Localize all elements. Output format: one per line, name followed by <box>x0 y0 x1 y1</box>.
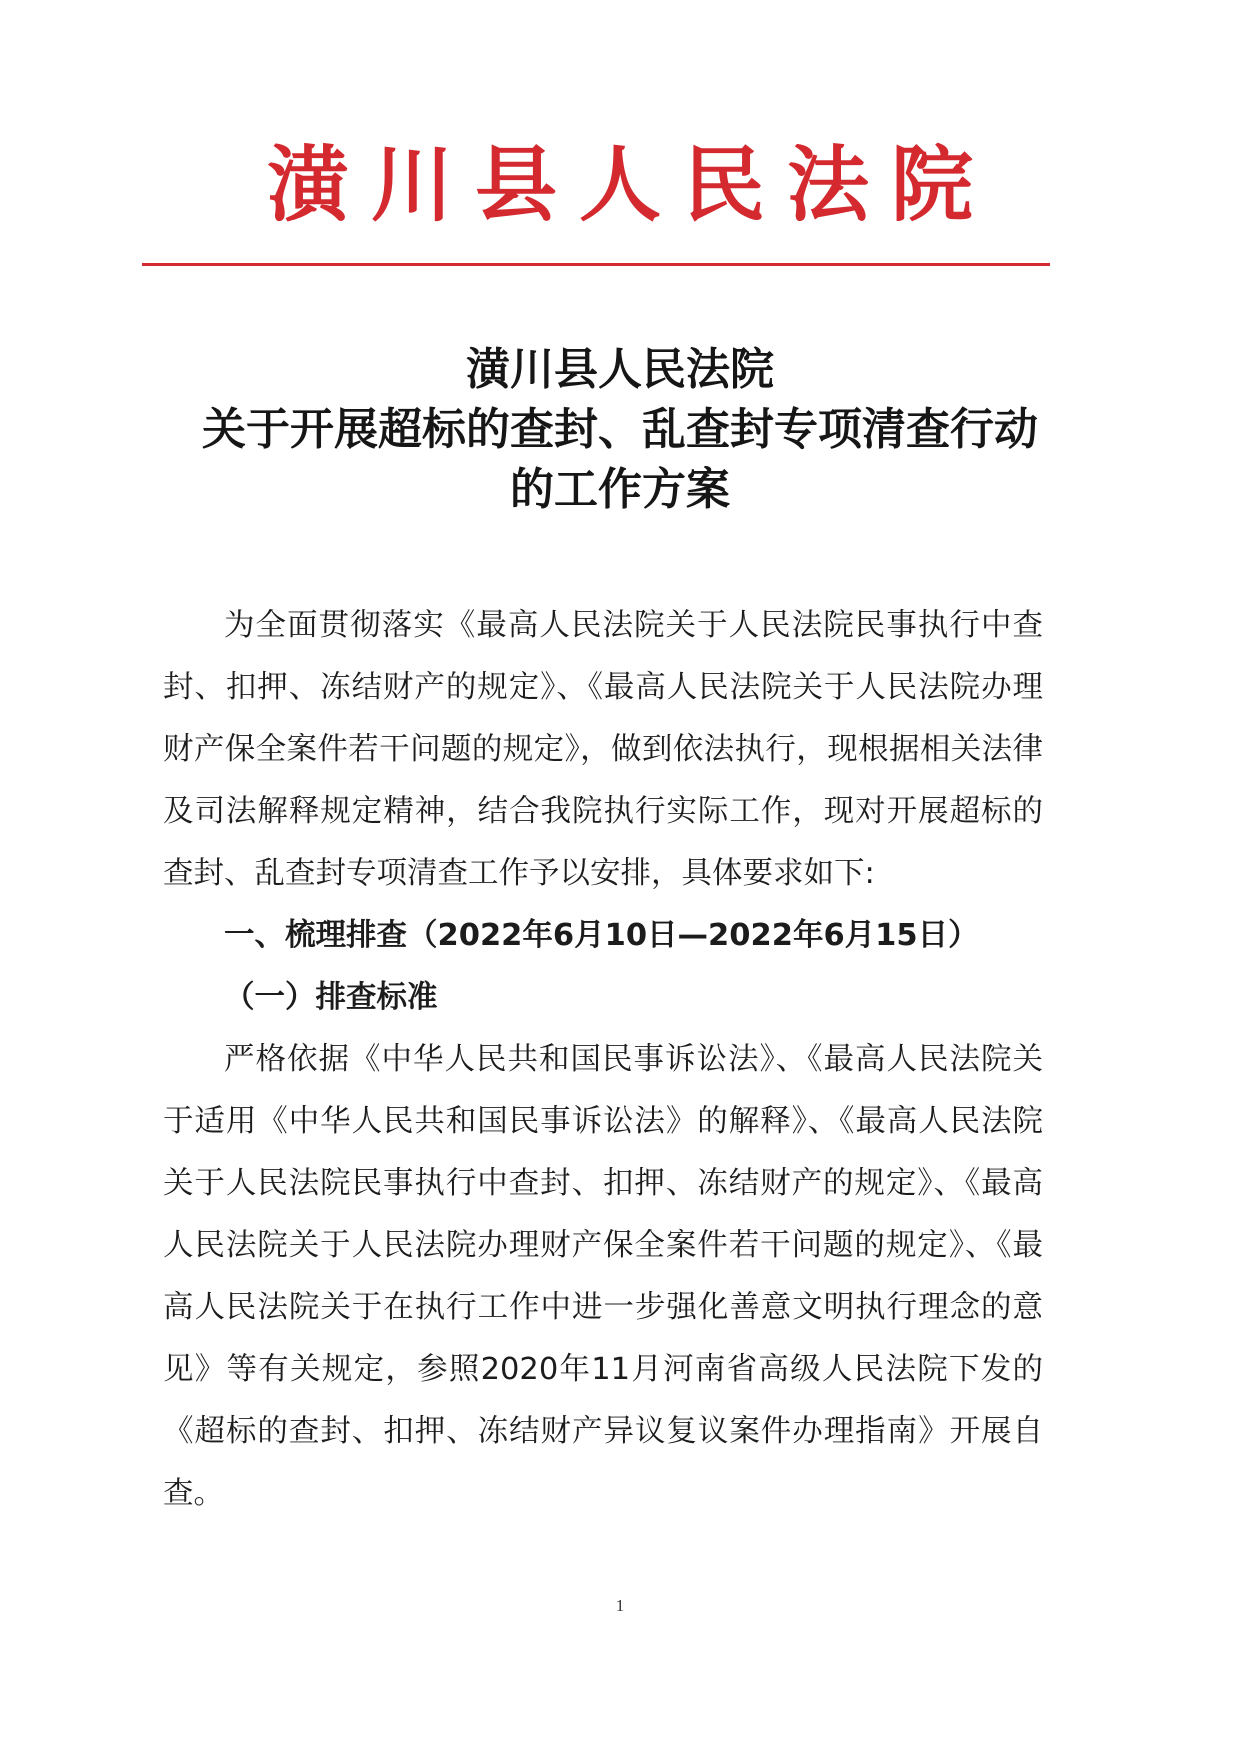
section-1-heading: 一、梳理排查（2022年6月10日—2022年6月15日） <box>224 918 979 953</box>
letterhead-org-name: 潢川县人民法院 <box>266 137 995 233</box>
page-number: 1 <box>615 1596 625 1615</box>
title-line-2: 关于开展超标的查封、乱查封专项清查行动 <box>202 404 1038 455</box>
letterhead-red-rule <box>142 263 1050 266</box>
subsection-1-heading: （一）排查标准 <box>224 980 438 1015</box>
document-body <box>163 595 1043 1525</box>
document-title <box>100 340 1140 520</box>
title-line-1: 潢川县人民法院 <box>466 344 774 395</box>
title-line-3: 的工作方案 <box>510 464 730 515</box>
intro-paragraph: 为全面贯彻落实《最高人民法院关于人民法院民事执行中查封、扣押、冻结财产的规定》、《最高人民法院关于人民法院办理财产保全案件若干问题的规定》，做到依法执行，现根据相关法律及司法解释规定精神，结合我院执行实际工作，现对开展超标的查封、乱查封专项清查工作予以安排，具体要求如下: <box>163 608 1043 891</box>
subsection-1-paragraph: 严格依据《中华人民共和国民事诉讼法》、《最高人民法院关于适用《中华人民共和国民事诉讼法》的解释》、《最高人民法院关于人民法院民事执行中查封、扣押、冻结财产的规定》、《最高人民法院关于人民法院办理财产保全案件若干问题的规定》、《最高人民法院关于在执行工作中进一步强化善意文明执行理念的意见》等有关规定，参照2020年11月河南省高级人民法院下发的《超标的查封、扣押、冻结财产异议复议案件办理指南》开展自查。 <box>163 1042 1043 1511</box>
